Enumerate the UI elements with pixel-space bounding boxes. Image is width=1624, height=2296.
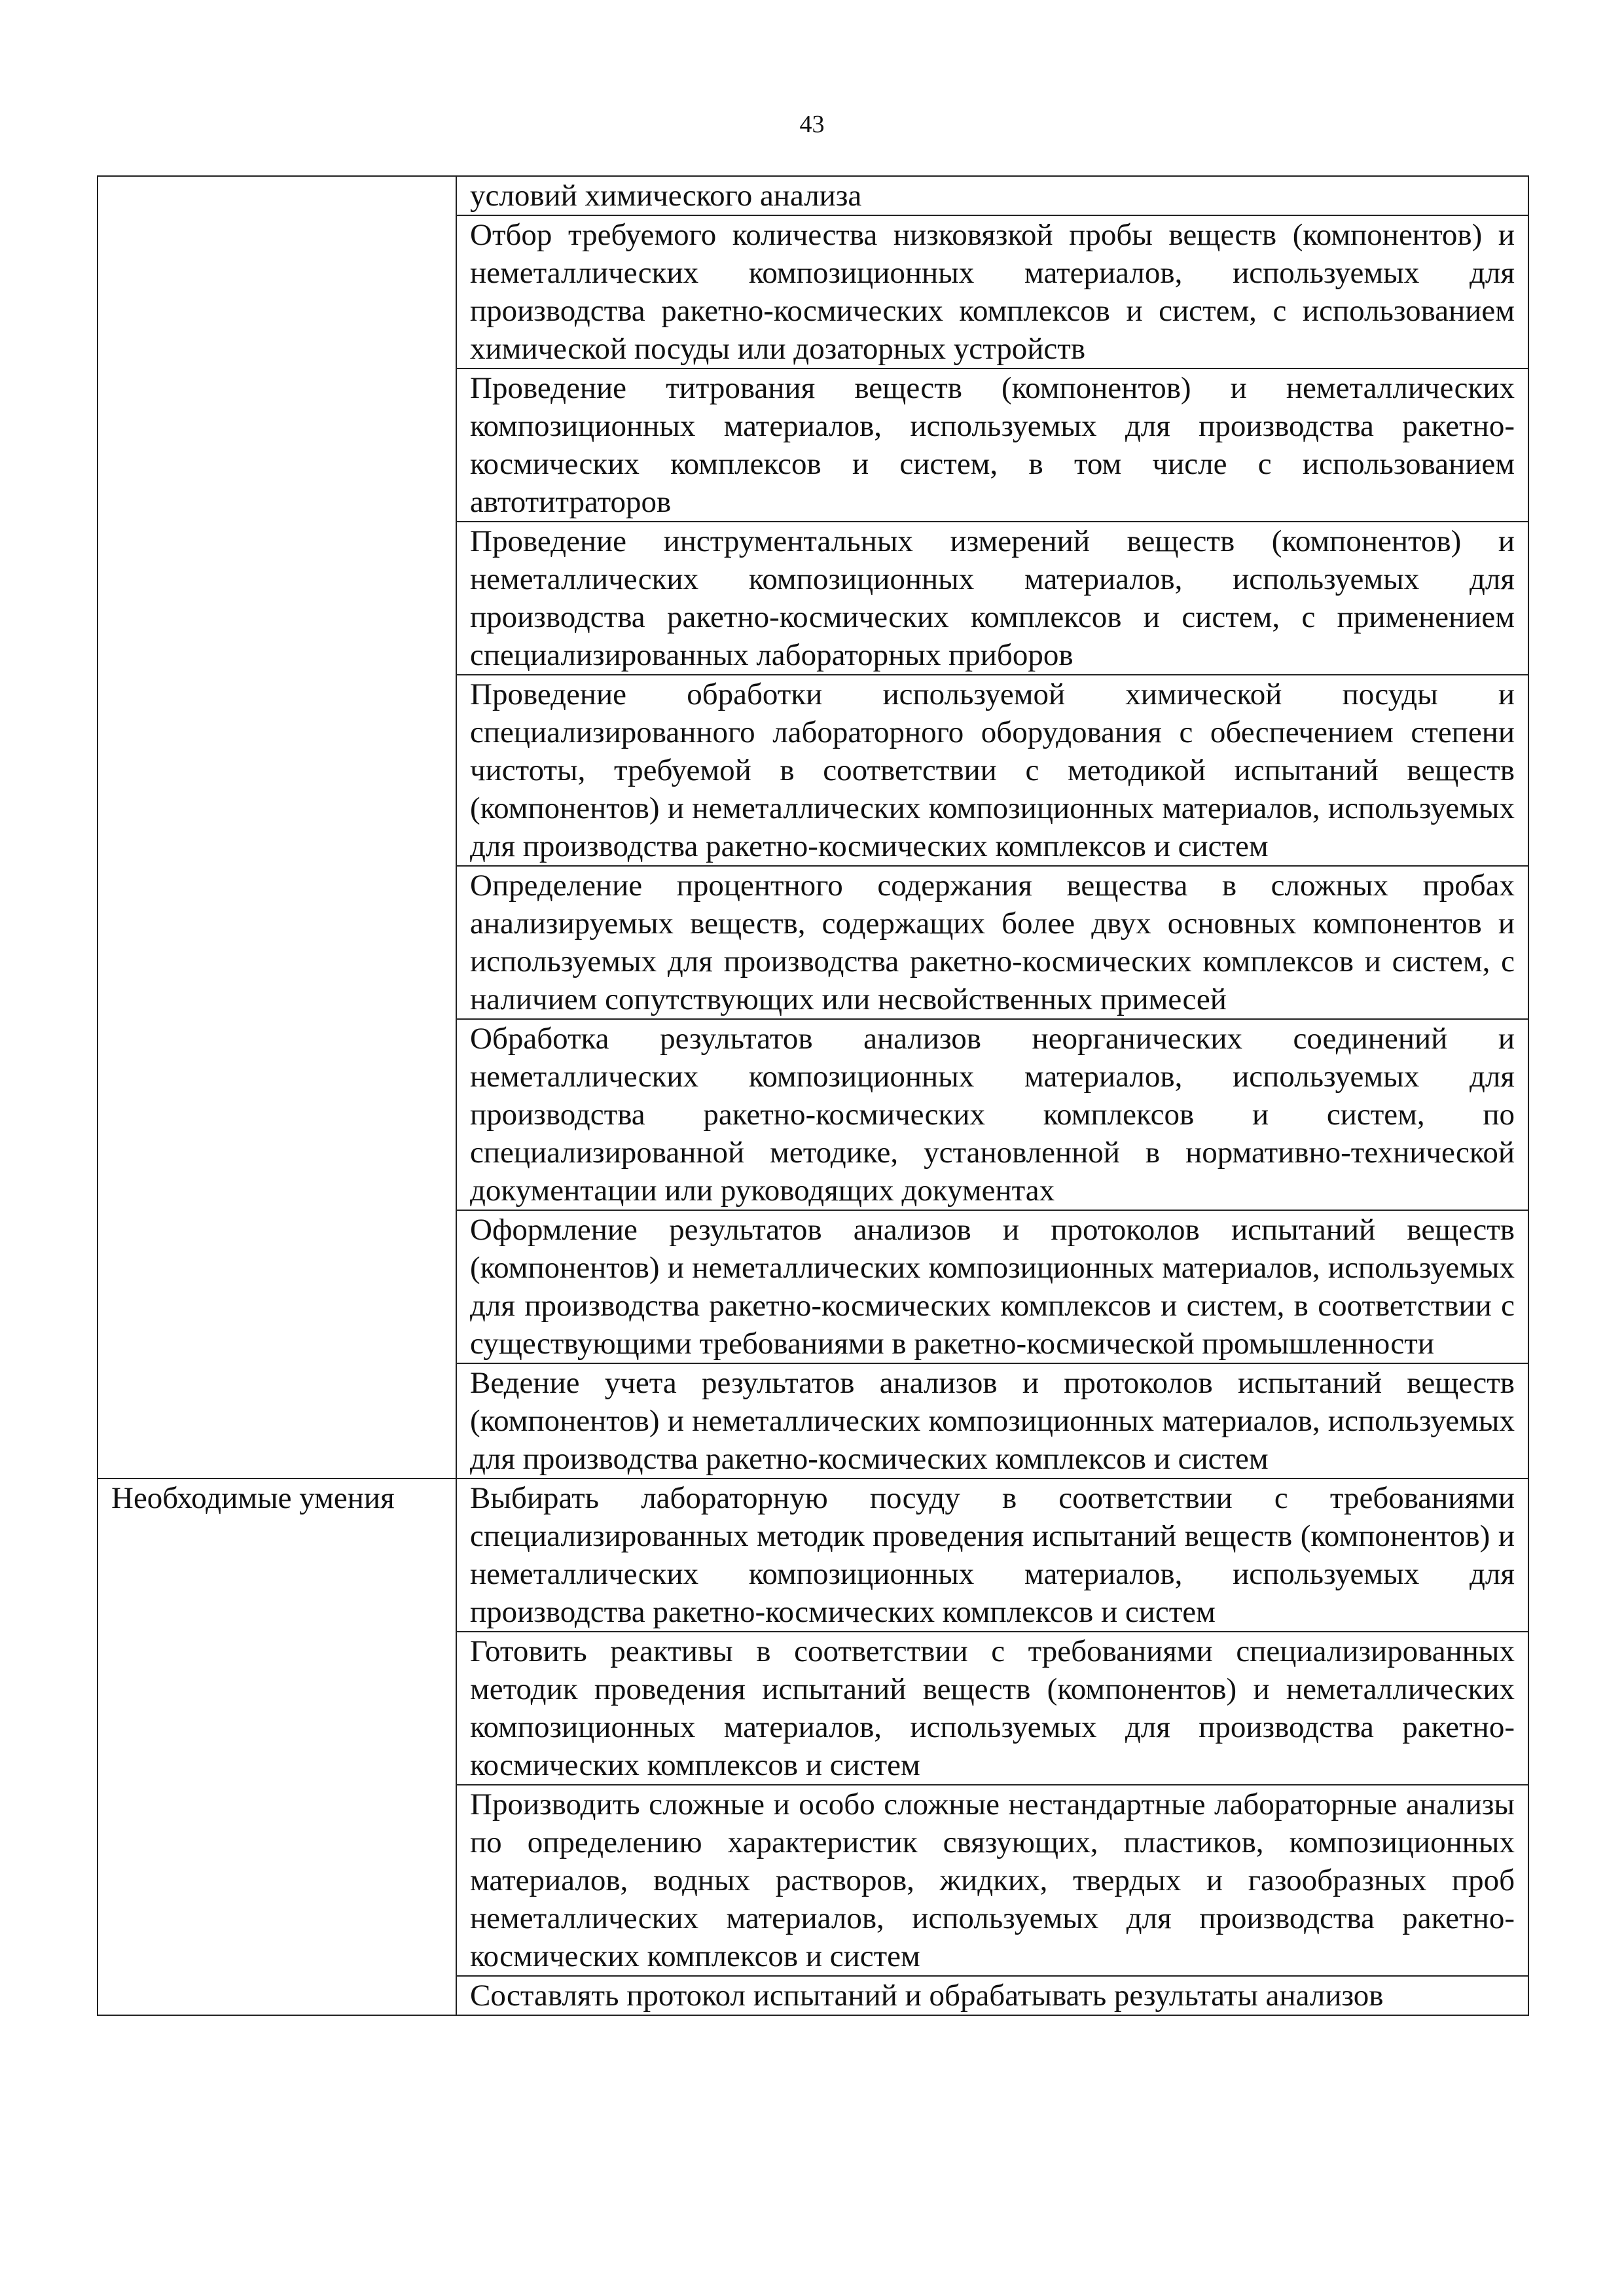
row-text-cell: Выбирать лабораторную посуду в соответствии с требованиями специализированных методик проведения испытаний веществ (компонентов) и неметаллических композиционных материалов, используемых для производства ракетно-космических комплексов и систем <box>456 1479 1528 1632</box>
requirements-table <box>97 175 1529 2016</box>
row-text-cell: Оформление результатов анализов и протоколов испытаний веществ (компонентов) и неметаллических композиционных материалов, используемых для производства ракетно-космических комплексов и систем, в соответствии с существующими требованиями в ракетно-космической промышленности <box>456 1210 1528 1363</box>
row-text-cell: Отбор требуемого количества низковязкой пробы веществ (компонентов) и неметаллических композиционных материалов, используемых для производства ракетно-космических комплексов и систем, с использованием химической посуды или дозаторных устройств <box>456 215 1528 368</box>
row-text-cell: Проведение титрования веществ (компонентов) и неметаллических композиционных материалов, используемых для производства ракетно-космических комплексов и систем, в том числе с использованием автотитраторов <box>456 368 1528 522</box>
row-text-cell: Обработка результатов анализов неорганических соединений и неметаллических композиционных материалов, используемых для производства ракетно-космических комплексов и систем, по специализированной методике, установленной в нормативно-технической документации или руководящих документах <box>456 1019 1528 1210</box>
row-text-cell: Составлять протокол испытаний и обрабатывать результаты анализов <box>456 1976 1528 2015</box>
row-text-cell: условий химического анализа <box>456 176 1528 215</box>
row-text-cell: Проведение инструментальных измерений веществ (компонентов) и неметаллических композиционных материалов, используемых для производства ракетно-космических комплексов и систем, с применением специализированных лабораторных приборов <box>456 522 1528 675</box>
row-text-cell: Ведение учета результатов анализов и протоколов испытаний веществ (компонентов) и неметаллических композиционных материалов, используемых для производства ракетно-космических комплексов и систем <box>456 1363 1528 1479</box>
row-text-cell: Производить сложные и особо сложные нестандартные лабораторные анализы по определению характеристик связующих, пластиков, композиционных материалов, водных растворов, жидких, твердых и газообразных проб неметаллических материалов, используемых для производства ракетно-космических комплексов и систем <box>456 1785 1528 1976</box>
table-row <box>98 1479 1528 1632</box>
row-text-cell: Определение процентного содержания вещества в сложных пробах анализируемых веществ, содержащих более двух основных компонентов и используемых для производства ракетно-космических комплексов и систем, с наличием сопутствующих или несвойственных примесей <box>456 866 1528 1019</box>
row-text-cell: Проведение обработки используемой химической посуды и специализированного лабораторного оборудования с обеспечением степени чистоты, требуемой в соответствии с методикой испытаний веществ (компонентов) и неметаллических композиционных материалов, используемых для производства ракетно-космических комплексов и систем <box>456 675 1528 866</box>
page-number: 43 <box>799 111 825 138</box>
row-label-cell <box>98 176 456 1479</box>
row-text-cell: Готовить реактивы в соответствии с требованиями специализированных методик проведения испытаний веществ (компонентов) и неметаллических композиционных материалов, используемых для производства ракетно-космических комплексов и систем <box>456 1632 1528 1785</box>
table-row <box>98 176 1528 215</box>
row-label-cell-skills: Необходимые умения <box>98 1479 456 2015</box>
